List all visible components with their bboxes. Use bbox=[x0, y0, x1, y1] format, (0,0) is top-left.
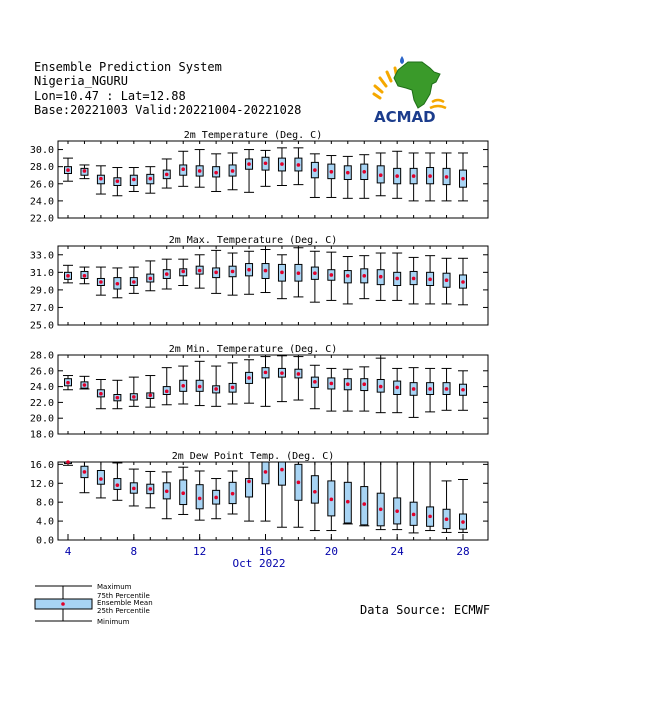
box-day-20 bbox=[326, 462, 336, 531]
mean-dot bbox=[264, 161, 268, 165]
data-source-label: Data Source: ECMWF bbox=[360, 603, 491, 617]
y-tick-label: 22.0 bbox=[29, 397, 54, 409]
mean-dot bbox=[313, 271, 317, 275]
box-day-12 bbox=[195, 150, 205, 188]
box-day-14 bbox=[228, 253, 238, 295]
box-day-14 bbox=[228, 471, 238, 514]
box-day-27 bbox=[442, 481, 452, 533]
box-day-20 bbox=[326, 252, 336, 300]
header-coords: Lon=10.47 : Lat=12.88 bbox=[34, 89, 186, 103]
y-tick-label: 26.0 bbox=[29, 179, 54, 191]
legend bbox=[35, 583, 153, 626]
y-tick-label: 20.0 bbox=[29, 413, 54, 425]
y-tick-label: 28.0 bbox=[29, 162, 54, 174]
box-day-10 bbox=[162, 159, 172, 188]
legend-mean-dot bbox=[61, 602, 65, 606]
box-day-27 bbox=[442, 153, 452, 201]
box-day-17 bbox=[277, 255, 287, 299]
box-day-12 bbox=[195, 361, 205, 405]
box-day-18 bbox=[293, 462, 303, 527]
mean-dot bbox=[297, 481, 301, 485]
mean-dot bbox=[214, 271, 218, 275]
box-day-20 bbox=[326, 368, 336, 411]
box-day-27 bbox=[442, 368, 452, 410]
mean-dot bbox=[116, 179, 120, 183]
mean-dot bbox=[132, 487, 136, 491]
mean-dot bbox=[116, 282, 120, 286]
plot-frame bbox=[58, 462, 488, 540]
box-day-28 bbox=[458, 371, 468, 411]
box-day-13 bbox=[211, 366, 221, 406]
mean-dot bbox=[395, 174, 399, 178]
x-tick-label: 20 bbox=[324, 545, 338, 558]
mean-dot bbox=[181, 167, 185, 171]
box-day-14 bbox=[228, 153, 238, 190]
mean-dot bbox=[362, 170, 366, 174]
mean-dot bbox=[181, 384, 185, 388]
x-tick-label: 12 bbox=[193, 545, 207, 558]
mean-dot bbox=[461, 388, 465, 392]
mean-dot bbox=[346, 382, 350, 386]
mean-dot bbox=[428, 278, 432, 282]
box-day-22 bbox=[359, 462, 369, 526]
mean-dot bbox=[362, 274, 366, 278]
mean-dot bbox=[165, 490, 169, 494]
box-day-5 bbox=[79, 462, 89, 493]
x-tick-label: 8 bbox=[130, 545, 138, 558]
box-day-5 bbox=[79, 376, 89, 389]
mean-dot bbox=[181, 270, 185, 274]
y-tick-label: 27.0 bbox=[29, 302, 54, 314]
plot-frame bbox=[58, 141, 488, 218]
box-day-13 bbox=[211, 479, 221, 519]
y-tick-label: 33.0 bbox=[29, 250, 54, 262]
mean-dot bbox=[83, 470, 87, 474]
mean-dot bbox=[264, 470, 268, 474]
mean-dot bbox=[412, 277, 416, 281]
legend-label-p25: 25th Percentile bbox=[97, 607, 150, 615]
box-day-26 bbox=[425, 153, 435, 201]
mean-dot bbox=[116, 396, 120, 400]
box-day-22 bbox=[359, 367, 369, 411]
mean-dot bbox=[379, 275, 383, 279]
mean-dot bbox=[330, 382, 334, 386]
mean-dot bbox=[132, 280, 136, 284]
box-day-18 bbox=[293, 357, 303, 400]
logo-text: ACMAD bbox=[374, 108, 436, 126]
box-day-8 bbox=[129, 469, 139, 506]
y-tick-label: 18.0 bbox=[29, 429, 54, 441]
box-day-7 bbox=[112, 268, 122, 298]
header-dates: Base:20221003 Valid:20221004-20221028 bbox=[34, 103, 302, 117]
box-day-26 bbox=[425, 256, 435, 304]
box-day-16 bbox=[261, 462, 271, 521]
y-tick-label: 24.0 bbox=[29, 196, 54, 208]
box-day-17 bbox=[277, 462, 287, 527]
box-day-16 bbox=[261, 150, 271, 186]
box-day-25 bbox=[409, 257, 419, 304]
y-tick-label: 31.0 bbox=[29, 267, 54, 279]
legend-label-maximum: Maximum bbox=[97, 583, 132, 591]
box-day-5 bbox=[79, 267, 89, 284]
box-day-10 bbox=[162, 259, 172, 289]
panel-title: 2m Min. Temperature (Deg. C) bbox=[168, 344, 338, 355]
mean-dot bbox=[445, 175, 449, 179]
mean-dot bbox=[330, 273, 334, 277]
mean-dot bbox=[379, 173, 383, 177]
box-day-10 bbox=[162, 368, 172, 405]
mean-dot bbox=[346, 171, 350, 175]
box-day-19 bbox=[310, 154, 320, 198]
mean-dot bbox=[346, 500, 350, 504]
y-tick-label: 8.0 bbox=[35, 497, 54, 509]
mean-dot bbox=[66, 381, 70, 385]
y-tick-label: 28.0 bbox=[29, 350, 54, 362]
mean-dot bbox=[132, 178, 136, 182]
mean-dot bbox=[231, 169, 235, 173]
mean-dot bbox=[313, 490, 317, 494]
mean-dot bbox=[280, 271, 284, 275]
mean-dot bbox=[461, 520, 465, 524]
mean-dot bbox=[214, 387, 218, 391]
mean-dot bbox=[264, 269, 268, 273]
mean-dot bbox=[231, 386, 235, 390]
box-day-24 bbox=[392, 462, 402, 530]
mean-dot bbox=[330, 170, 334, 174]
box-day-10 bbox=[162, 472, 172, 519]
chart-panel-1 bbox=[30, 130, 488, 225]
mean-dot bbox=[148, 277, 152, 281]
mean-dot bbox=[214, 496, 218, 500]
box-day-25 bbox=[409, 153, 419, 201]
box-day-19 bbox=[310, 365, 320, 408]
mean-dot bbox=[99, 392, 103, 396]
box-day-21 bbox=[343, 369, 353, 411]
box-day-21 bbox=[343, 156, 353, 198]
mean-dot bbox=[428, 387, 432, 391]
y-tick-label: 25.0 bbox=[29, 320, 54, 332]
plot-frame bbox=[58, 355, 488, 434]
box-day-23 bbox=[376, 358, 386, 413]
mean-dot bbox=[297, 163, 301, 167]
mean-dot bbox=[445, 517, 449, 521]
mean-dot bbox=[461, 177, 465, 181]
mean-dot bbox=[148, 393, 152, 397]
box-day-28 bbox=[458, 479, 468, 532]
mean-dot bbox=[445, 387, 449, 391]
mean-dot bbox=[165, 272, 169, 276]
chart-panel-4 bbox=[30, 451, 488, 570]
box-day-15 bbox=[244, 360, 254, 403]
box-day-17 bbox=[277, 148, 287, 186]
box-day-5 bbox=[79, 165, 89, 179]
box-day-25 bbox=[409, 368, 419, 418]
box-day-11 bbox=[178, 366, 188, 404]
mean-dot bbox=[231, 492, 235, 496]
mean-dot bbox=[198, 497, 202, 501]
mean-dot bbox=[428, 515, 432, 519]
mean-dot bbox=[395, 509, 399, 513]
box-day-23 bbox=[376, 253, 386, 300]
box-day-12 bbox=[195, 471, 205, 520]
mean-dot bbox=[395, 277, 399, 281]
box-day-9 bbox=[145, 261, 155, 291]
box-day-26 bbox=[425, 368, 435, 411]
box-day-19 bbox=[310, 251, 320, 302]
x-tick-label: 28 bbox=[456, 545, 470, 558]
mean-dot bbox=[445, 278, 449, 282]
box-day-14 bbox=[228, 363, 238, 404]
box-day-22 bbox=[359, 155, 369, 199]
box-day-23 bbox=[376, 462, 386, 530]
mean-dot bbox=[346, 274, 350, 278]
mean-dot bbox=[231, 270, 235, 274]
box-day-21 bbox=[343, 462, 353, 524]
y-tick-label: 30.0 bbox=[29, 145, 54, 157]
y-tick-label: 0.0 bbox=[35, 535, 54, 547]
box-day-4 bbox=[63, 265, 73, 283]
mean-dot bbox=[198, 269, 202, 273]
box-day-8 bbox=[129, 267, 139, 293]
box-day-12 bbox=[195, 255, 205, 288]
x-axis-label: Oct 2022 bbox=[232, 557, 286, 570]
box-day-6 bbox=[96, 166, 106, 194]
mean-dot bbox=[280, 371, 284, 375]
box-day-8 bbox=[129, 377, 139, 406]
box-day-27 bbox=[442, 258, 452, 304]
y-tick-label: 12.0 bbox=[29, 478, 54, 490]
mean-dot bbox=[412, 387, 416, 391]
mean-dot bbox=[83, 169, 87, 173]
box-day-9 bbox=[145, 471, 155, 507]
mean-dot bbox=[99, 477, 103, 481]
box-day-9 bbox=[145, 376, 155, 408]
mean-dot bbox=[247, 376, 251, 380]
box-day-20 bbox=[326, 156, 336, 198]
box-day-22 bbox=[359, 256, 369, 299]
mean-dot bbox=[214, 171, 218, 175]
mean-dot bbox=[412, 174, 416, 178]
box-day-13 bbox=[211, 250, 221, 293]
mean-dot bbox=[66, 274, 70, 278]
box-day-24 bbox=[392, 368, 402, 412]
y-tick-label: 29.0 bbox=[29, 285, 54, 297]
box-day-7 bbox=[112, 463, 122, 500]
box-day-24 bbox=[392, 253, 402, 300]
mean-dot bbox=[83, 383, 87, 387]
mean-dot bbox=[379, 385, 383, 389]
mean-dot bbox=[165, 173, 169, 177]
box-day-24 bbox=[392, 151, 402, 198]
x-tick-label: 24 bbox=[390, 545, 404, 558]
legend-label-minimum: Minimum bbox=[97, 618, 130, 626]
mean-dot bbox=[379, 507, 383, 511]
box-day-6 bbox=[96, 462, 106, 498]
panel-title: 2m Max. Temperature (Deg. C) bbox=[168, 235, 338, 246]
box-day-11 bbox=[178, 467, 188, 514]
mean-dot bbox=[132, 395, 136, 399]
box-day-13 bbox=[211, 154, 221, 192]
box-day-4 bbox=[63, 376, 73, 390]
box-day-18 bbox=[293, 148, 303, 185]
box-day-19 bbox=[310, 462, 320, 531]
box-day-7 bbox=[112, 168, 122, 196]
mean-dot bbox=[362, 382, 366, 386]
box-day-23 bbox=[376, 153, 386, 196]
chart-panel-3 bbox=[30, 344, 488, 441]
box-day-16 bbox=[261, 357, 271, 407]
mean-dot bbox=[66, 460, 70, 464]
mean-dot bbox=[297, 271, 301, 275]
box-day-4 bbox=[63, 460, 73, 465]
box-day-15 bbox=[244, 462, 254, 521]
box-day-11 bbox=[178, 151, 188, 186]
mean-dot bbox=[198, 169, 202, 173]
mean-dot bbox=[66, 168, 70, 172]
y-tick-label: 26.0 bbox=[29, 366, 54, 378]
mean-dot bbox=[395, 386, 399, 390]
x-tick-label: 4 bbox=[64, 545, 72, 558]
y-tick-label: 4.0 bbox=[35, 516, 54, 528]
box-day-28 bbox=[458, 258, 468, 305]
mean-dot bbox=[461, 280, 465, 284]
box-day-11 bbox=[178, 259, 188, 285]
mean-dot bbox=[362, 502, 366, 506]
box-day-15 bbox=[244, 251, 254, 294]
box-day-4 bbox=[63, 158, 73, 181]
mean-dot bbox=[99, 280, 103, 284]
iqr-box bbox=[278, 462, 285, 485]
box-day-28 bbox=[458, 153, 468, 201]
mean-dot bbox=[330, 498, 334, 502]
box-day-7 bbox=[112, 380, 122, 408]
box-day-17 bbox=[277, 356, 287, 402]
mean-dot bbox=[264, 371, 268, 375]
mean-dot bbox=[313, 168, 317, 172]
mean-dot bbox=[83, 274, 87, 278]
box-day-8 bbox=[129, 168, 139, 192]
y-tick-label: 24.0 bbox=[29, 382, 54, 394]
legend-label-p75: 75th Percentile bbox=[97, 592, 150, 600]
panel-title: 2m Temperature (Deg. C) bbox=[183, 130, 323, 141]
box-day-6 bbox=[96, 267, 106, 295]
header-title: Ensemble Prediction System bbox=[34, 60, 222, 74]
box-day-26 bbox=[425, 462, 435, 531]
box-day-15 bbox=[244, 150, 254, 193]
mean-dot bbox=[247, 480, 251, 484]
iqr-box bbox=[311, 476, 318, 503]
mean-dot bbox=[198, 385, 202, 389]
mean-dot bbox=[247, 268, 251, 272]
mean-dot bbox=[181, 491, 185, 495]
box-day-9 bbox=[145, 167, 155, 194]
box-day-25 bbox=[409, 462, 419, 533]
mean-dot bbox=[280, 162, 284, 166]
box-day-16 bbox=[261, 250, 271, 293]
box-day-21 bbox=[343, 257, 353, 304]
mean-dot bbox=[412, 513, 416, 517]
chart-panel-2 bbox=[30, 235, 488, 332]
legend-label-mean: Ensemble Mean bbox=[97, 599, 153, 607]
panel-title: 2m Dew Point Temp. (Deg. C) bbox=[171, 451, 335, 462]
plot-frame bbox=[58, 246, 488, 325]
mean-dot bbox=[313, 380, 317, 384]
header-station: Nigeria_NGURU bbox=[34, 74, 128, 88]
box-day-6 bbox=[96, 379, 106, 408]
mean-dot bbox=[297, 372, 301, 376]
y-tick-label: 22.0 bbox=[29, 213, 54, 225]
mean-dot bbox=[148, 177, 152, 181]
mean-dot bbox=[148, 487, 152, 491]
mean-dot bbox=[165, 390, 169, 394]
mean-dot bbox=[99, 177, 103, 181]
mean-dot bbox=[428, 174, 432, 178]
x-tick-label: 16 bbox=[258, 545, 273, 558]
mean-dot bbox=[247, 162, 251, 166]
mean-dot bbox=[116, 483, 120, 487]
mean-dot bbox=[280, 468, 284, 472]
box-day-18 bbox=[293, 248, 303, 297]
y-tick-label: 16.0 bbox=[29, 459, 54, 471]
